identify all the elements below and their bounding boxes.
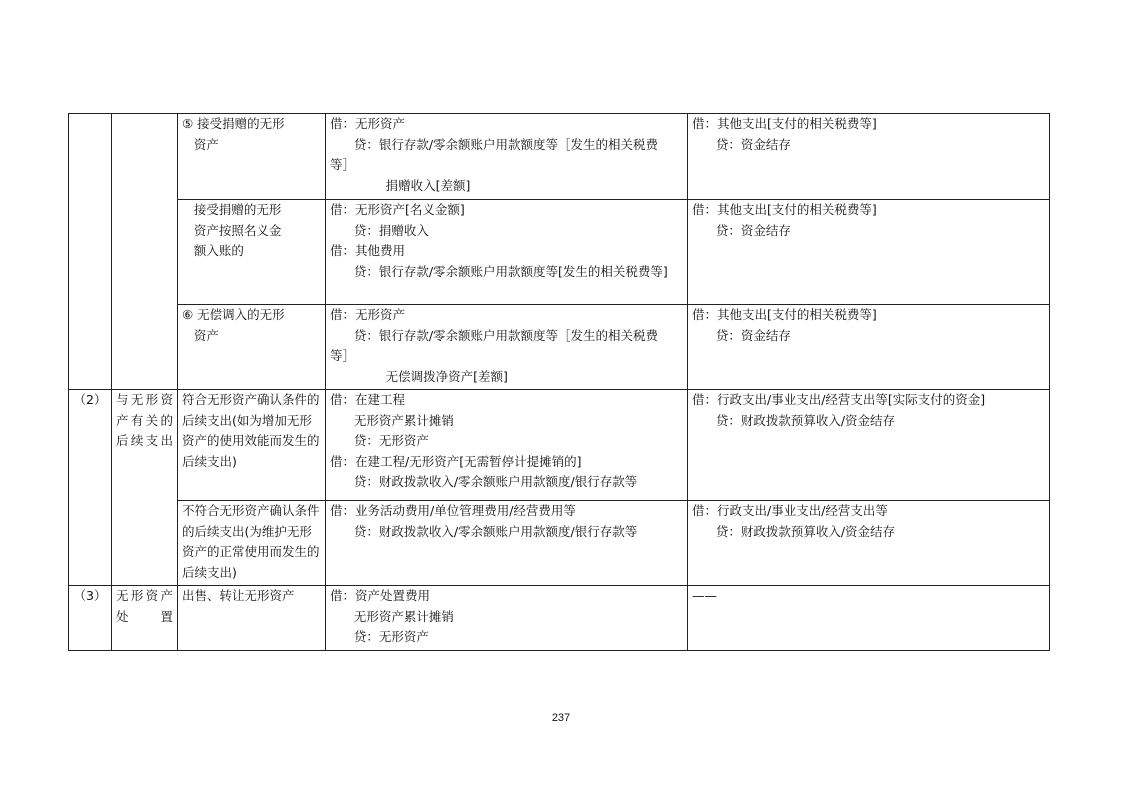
financial-entry-cell: 借：在建工程 无形资产累计摊销 贷：无形资产 借：在建工程/无形资产[无需暂停计提摊销的] 贷：财政拨款收入/零余额账户用款额度/银行存款等 bbox=[326, 390, 688, 501]
row-number-cell: （2） bbox=[69, 390, 112, 586]
category-cell bbox=[112, 114, 178, 390]
row-number-cell bbox=[69, 114, 112, 390]
accounting-table bbox=[68, 113, 1050, 651]
table-row bbox=[69, 586, 1050, 651]
budget-entry-cell: 借：其他支出[支付的相关税费等] 贷：资金结存 bbox=[688, 200, 1050, 305]
table-row bbox=[69, 114, 1050, 200]
financial-entry-cell: 借：无形资产[名义金额] 贷：捐赠收入 借：其他费用 贷：银行存款/零余额账户用款额度等[发生的相关税费等] bbox=[326, 200, 688, 305]
item-cell: ⑥ 无偿调入的无形 资产 bbox=[178, 305, 326, 390]
item-cell: 接受捐赠的无形 资产按照名义金 额入账的 bbox=[178, 200, 326, 305]
category-cell: 无形资产处置 bbox=[112, 586, 178, 651]
budget-entry-cell: 借：行政支出/事业支出/经营支出等[实际支付的资金] 贷：财政拨款预算收入/资金结存 bbox=[688, 390, 1050, 501]
budget-entry-cell: 借：行政支出/事业支出/经营支出等 贷：财政拨款预算收入/资金结存 bbox=[688, 501, 1050, 586]
item-cell: 出售、转让无形资产 bbox=[178, 586, 326, 651]
financial-entry-cell: 借：无形资产 贷：银行存款/零余额账户用款额度等［发生的相关税费等］ 捐赠收入[差额] bbox=[326, 114, 688, 200]
table-row bbox=[69, 390, 1050, 501]
budget-entry-cell: —— bbox=[688, 586, 1050, 651]
financial-entry-cell: 借：业务活动费用/单位管理费用/经营费用等 贷：财政拨款收入/零余额账户用款额度/银行存款等 bbox=[326, 501, 688, 586]
table-row bbox=[69, 200, 1050, 305]
budget-entry-cell: 借：其他支出[支付的相关税费等] 贷：资金结存 bbox=[688, 305, 1050, 390]
category-cell: 与无形资产有关的后续支出 bbox=[112, 390, 178, 586]
item-cell: 不符合无形资产确认条件的后续支出(为维护无形资产的正常使用而发生的后续支出) bbox=[178, 501, 326, 586]
item-cell: ⑤ 接受捐赠的无形 资产 bbox=[178, 114, 326, 200]
table-row bbox=[69, 305, 1050, 390]
page-number: 237 bbox=[551, 712, 571, 724]
row-number-cell: （3） bbox=[69, 586, 112, 651]
financial-entry-cell: 借：无形资产 贷：银行存款/零余额账户用款额度等［发生的相关税费等］ 无偿调拨净资产[差额] bbox=[326, 305, 688, 390]
item-cell: 符合无形资产确认条件的后续支出(如为增加无形资产的使用效能而发生的后续支出) bbox=[178, 390, 326, 501]
budget-entry-cell: 借：其他支出[支付的相关税费等] 贷：资金结存 bbox=[688, 114, 1050, 200]
table-row bbox=[69, 501, 1050, 586]
financial-entry-cell: 借：资产处置费用 无形资产累计摊销 贷：无形资产 bbox=[326, 586, 688, 651]
